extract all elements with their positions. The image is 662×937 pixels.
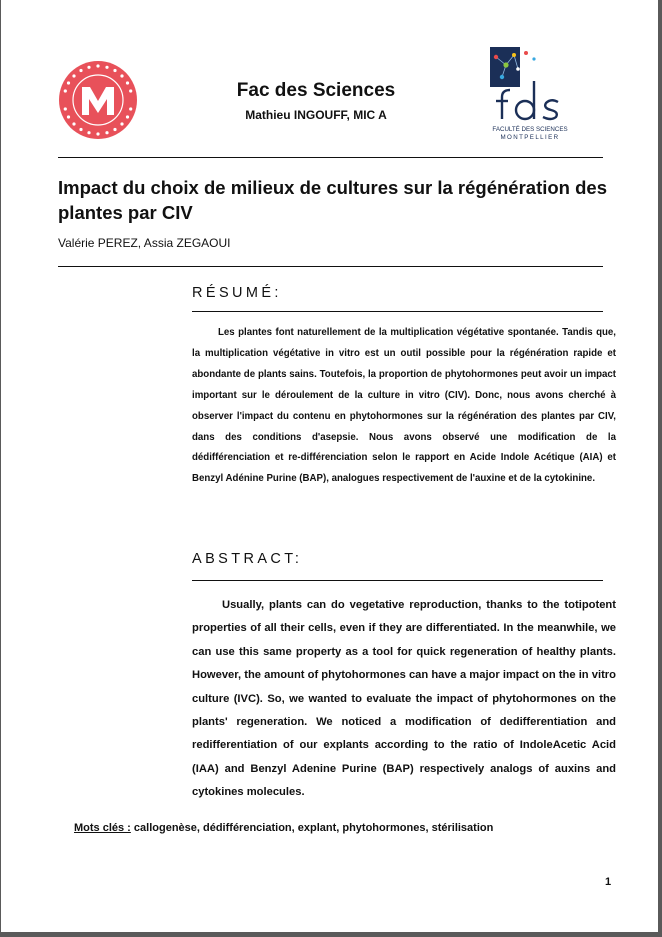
header-author-line: Mathieu INGOUFF, MIC A: [245, 108, 387, 122]
abstract-heading: ABSTRACT:: [192, 551, 303, 567]
page-number: 1: [605, 876, 612, 888]
keywords-line: [74, 822, 493, 834]
universite-montpellier-seal: [58, 60, 138, 140]
paper-title: Impact du choix de milieux de cultures sur la régénération des plantes par CIV: [58, 177, 607, 223]
keywords-values: callogenèse, dédifférenciation, explant, phytohormones, stérilisation: [130, 822, 494, 834]
document-page: [1, 0, 658, 932]
institution-title: Fac des Sciences: [236, 80, 396, 101]
fds-caption-line1: FACULTÉ DES SCIENCES: [492, 126, 568, 133]
fds-caption-line2: MONTPELLIER: [500, 134, 560, 141]
resume-divider: [192, 311, 603, 312]
title-divider: [58, 266, 603, 267]
fds-faculty-logo: [490, 47, 570, 143]
resume-paragraph: Les plantes font naturellement de la multiplication végétative spontanée. Tandis que, la multiplication végétative in vitro est un outil possible pour la régénération rapide et abondante de plants sains. Toutefois, la proportion de phytohormones peut avoir un impact important sur le déroulement de la culture in vitro (CIV). Donc, nous avons cherché à observer l'impact du contenu en phytohormones sur la régénération des plantes par CIV, dans des conditions d'asepsie. Nous avons observé une modification de la dédifférenciation et re-différenciation selon le rapport en Acide Indole Acétique (AIA) et Benzyl Adénine Purine (BAP), analogues respectivement de l'auxine et de la cytokinine.: [192, 327, 616, 485]
header-divider: [58, 157, 603, 158]
abstract-paragraph: Usually, plants can do vegetative reproduction, thanks to the totipotent properties of all their cells, even if they are differentiated. In the meanwhile, we can use this same property as a tool for quick regeneration of healthy plants. However, the amount of phytohormones can have a major impact on the in vitro culture (IVC). So, we wanted to evaluate the impact of phytohormones on the plants' regeneration. We noticed a modification of dedifferentiation and redifferentiation of our explants according to the ratio of IndoleAcetic Acid (IAA) and Benzyl Adenine Purine (BAP) respectively analogs of auxins and cytokines molecules.: [192, 599, 616, 799]
abstract-divider: [192, 580, 603, 581]
keywords-label: Mots clés :: [74, 822, 131, 834]
paper-authors: Valérie PEREZ, Assia ZEGAOUI: [58, 236, 231, 250]
resume-heading: RÉSUMÉ:: [192, 285, 282, 301]
